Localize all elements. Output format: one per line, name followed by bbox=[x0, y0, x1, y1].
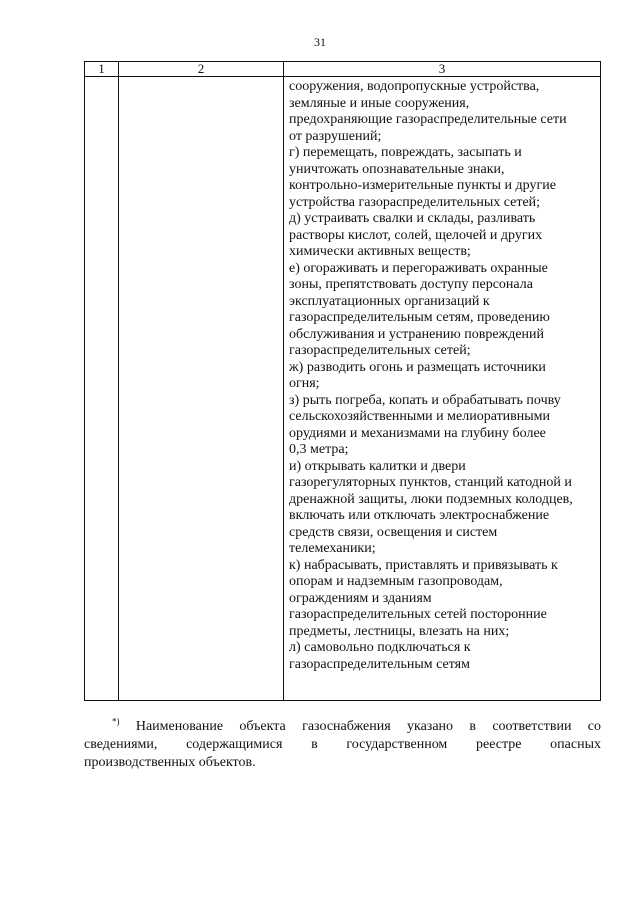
table-text-line: контрольно-измерительные пункты и другие bbox=[289, 178, 556, 193]
table-row bbox=[85, 77, 601, 701]
table-text-line: дренажной защиты, люки подземных колодцев, bbox=[289, 491, 573, 507]
table-text-line: включать или отключать электроснабжение bbox=[289, 508, 550, 523]
column-header-3: 3 bbox=[284, 62, 601, 77]
table-text-line: обслуживания и устранению повреждений bbox=[289, 326, 545, 342]
table-text-line: газорегуляторных пунктов, станций катодной и bbox=[289, 475, 572, 490]
table-text-line: орудиями и механизмами на глубину более bbox=[289, 425, 546, 441]
table-text-line: от разрушений; bbox=[289, 128, 382, 144]
table-text-line: телемеханики; bbox=[289, 541, 376, 556]
table-text-line: л) самовольно подключаться к bbox=[289, 640, 471, 655]
table-header-row bbox=[85, 62, 601, 77]
table-text-line: химически активных веществ; bbox=[289, 244, 471, 259]
page-number: 31 bbox=[314, 35, 326, 49]
table-text-line: предохраняющие газораспределительные сети bbox=[289, 112, 567, 127]
table-text-line: газораспределительных сетей посторонние bbox=[289, 607, 547, 622]
table-text-line: з) рыть погреба, копать и обрабатывать почву bbox=[289, 392, 561, 408]
table-text-line: уничтожать опознавательные знаки, bbox=[289, 161, 505, 177]
table-text-line: е) огораживать и перегораживать охранные bbox=[289, 260, 548, 276]
table-text-line: к) набрасывать, приставлять и привязывать к bbox=[289, 557, 558, 573]
table-text-line: опорам и надземным газопроводам, bbox=[289, 574, 503, 589]
table-text-line: сельскохозяйственными и мелиоративными bbox=[289, 409, 551, 424]
table-text-line: устройства газораспределительных сетей; bbox=[289, 194, 541, 210]
table-text-line: газораспределительных сетей; bbox=[289, 343, 471, 358]
footnote-line bbox=[84, 718, 601, 736]
table-text-line: и) открывать калитки и двери bbox=[289, 458, 466, 474]
table-text-line: д) устраивать свалки и склады, разливать bbox=[289, 211, 536, 226]
table-text-line: газораспределительным сетям, проведению bbox=[289, 310, 550, 325]
table-text-line: зоны, препятствовать доступу персонала bbox=[289, 277, 533, 292]
table-text-line: средств связи, освещения и систем bbox=[289, 524, 498, 540]
footnote-line: сведениями, содержащимися в государственном реестре опасных bbox=[84, 737, 601, 752]
table-text-line: 0,3 метра; bbox=[289, 442, 349, 457]
footnote bbox=[84, 718, 601, 772]
table-text-line: сооружения, водопропускные устройства, bbox=[289, 79, 540, 94]
table-text-line: огня; bbox=[289, 376, 320, 391]
table-text-line: газораспределительным сетям bbox=[289, 656, 470, 672]
table-text-line: предметы, лестницы, влезать на них; bbox=[289, 623, 510, 639]
document-table bbox=[84, 61, 601, 701]
table-text-line: эксплуатационных организаций к bbox=[289, 293, 490, 309]
footnote-line: производственных объектов. bbox=[84, 755, 256, 770]
table-text-line: ж) разводить огонь и размещать источники bbox=[289, 359, 546, 375]
table-text-line: земляные и иные сооружения, bbox=[289, 95, 470, 111]
table-text-line: растворы кислот, солей, щелочей и других bbox=[289, 227, 543, 243]
table-cell-column-3 bbox=[284, 77, 601, 701]
column-header-1: 1 bbox=[85, 62, 119, 77]
table-text-line: г) перемещать, повреждать, засыпать и bbox=[289, 145, 522, 160]
table-text-line: ограждениям и зданиям bbox=[289, 590, 432, 606]
footnote-text: Наименование объекта газоснабжения указано в соответствии со bbox=[135, 719, 601, 734]
footnote-marker: *) bbox=[112, 716, 120, 727]
table-cell-column-2 bbox=[119, 77, 284, 701]
table-cell-column-1 bbox=[85, 77, 119, 701]
column-header-2: 2 bbox=[119, 62, 284, 77]
